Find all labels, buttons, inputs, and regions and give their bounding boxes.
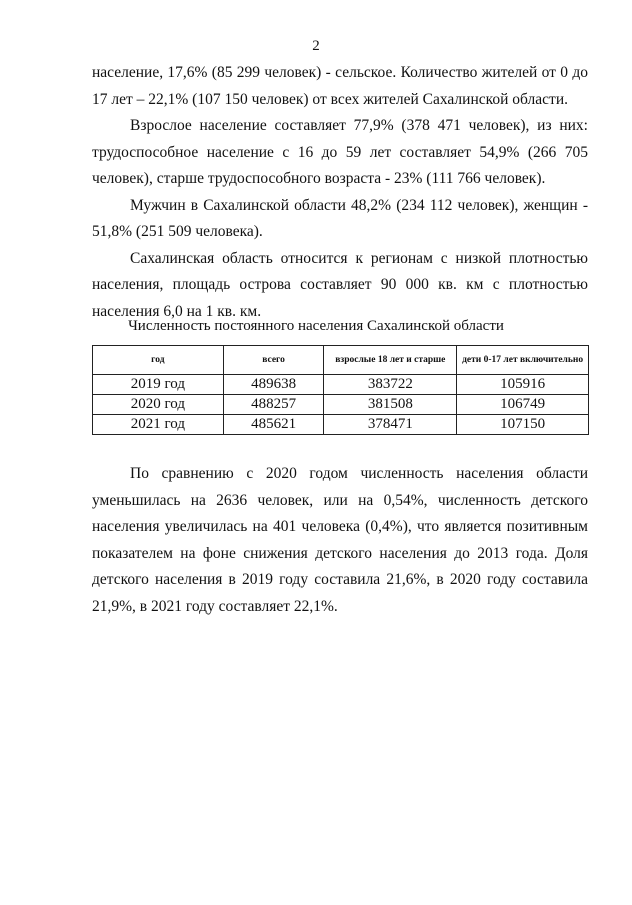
paragraph: По сравнению с 2020 годом численность населения области уменьшилась на 2636 человек, или на 0,54%, численность детского населения увеличилась на 401 человека (0,4%), что является позитивным показателем на фоне снижения детского населения до 2013 года. Доля детского населения в 2019 году составила 21,6%, в 2020 году составила 21,9%, в 2021 году составляет 22,1%. — [92, 465, 588, 615]
paragraph: Мужчин в Сахалинской области 48,2% (234 112 человек), женщин - 51,8% (251 509 человека). — [92, 196, 588, 240]
cell-children: 105916 — [457, 375, 589, 395]
cell-adults: 381508 — [324, 395, 457, 415]
cell-children: 106749 — [457, 395, 589, 415]
table-header-row — [93, 346, 589, 375]
header-year: год — [93, 346, 224, 375]
paragraph: Взрослое население составляет 77,9% (378 471 человек), из них: трудоспособное население с 16 до 59 лет составляет 54,9% (266 705 человек), старше трудоспособного возраста - 23% (111 766 человек). — [92, 117, 588, 187]
cell-adults: 378471 — [324, 415, 457, 435]
paragraph: Сахалинская область относится к регионам с низкой плотностью населения, площадь острова составляет 90 000 кв. км с плотностью населения 6,0 на 1 кв. км. — [92, 249, 588, 320]
cell-year: 2021 год — [93, 415, 224, 435]
body-text-top — [92, 60, 588, 325]
page-number: 2 — [312, 38, 320, 54]
table-row — [93, 395, 589, 415]
table-row — [93, 375, 589, 395]
population-table — [92, 345, 589, 435]
header-children: дети 0-17 лет включительно — [457, 346, 589, 375]
cell-total: 489638 — [223, 375, 324, 395]
body-text-bottom — [92, 461, 588, 620]
table-row — [93, 415, 589, 435]
cell-total: 485621 — [223, 415, 324, 435]
cell-children: 107150 — [457, 415, 589, 435]
cell-year: 2020 год — [93, 395, 224, 415]
header-adults: взрослые 18 лет и старше — [324, 346, 457, 375]
paragraph: население, 17,6% (85 299 человек) - сельское. Количество жителей от 0 до 17 лет – 22,1% (107 150 человек) от всех жителей Сахалинской области. — [92, 64, 588, 108]
cell-year: 2019 год — [93, 375, 224, 395]
table-title: Численность постоянного населения Сахалинской области — [128, 318, 504, 334]
header-total: всего — [223, 346, 324, 375]
cell-adults: 383722 — [324, 375, 457, 395]
cell-total: 488257 — [223, 395, 324, 415]
